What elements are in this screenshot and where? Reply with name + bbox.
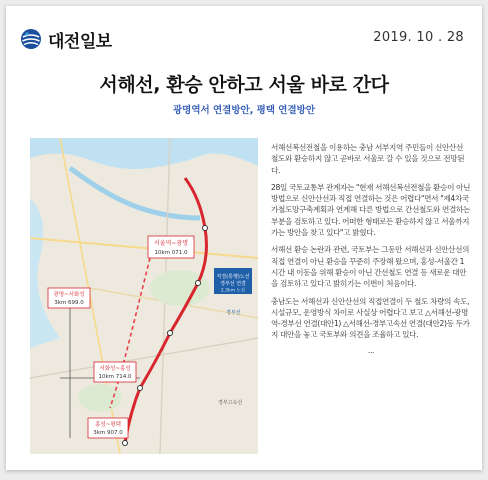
brand-name[interactable]: 대전일보 — [48, 31, 112, 52]
article-body — [271, 142, 471, 356]
article-paragraph: 28일 국토교통부 관계자는 "현재 서해선복선전철을 환승이 아닌 방법으로 신안산선과 직접 연결하는 것은 어렵다"면서 "제4차국가철도망구축계획과 연계해 다른 방법으로 간선철도와 연결하는 부분을 검토하고 있다. 어떠한 형태로든 환승하지 않고 서울까지 가는 방안을 찾고 있다"고 밝혔다. — [271, 182, 471, 238]
station-marker — [196, 281, 201, 286]
svg-text:3km 699.0: 3km 699.0 — [54, 300, 84, 306]
article-paragraph: 충남도는 서해선과 신안산선의 직접연결이 두 철도 차량의 속도, 시설규모, 운영방식 차이로 사실상 어렵다고 보고 △서해선-광명역-경부선 연결(대안1) △서해선-경부고속선 연결(대안2)등 두가지 대안을 놓고 국토부와 의견을 조율하고 있다. — [271, 296, 470, 340]
station-marker — [138, 386, 143, 391]
page-subtitle: 광명역서 연결방안, 평택 연결방안 — [172, 105, 315, 116]
svg-text:서화성~홍성: 서화성~홍성 — [99, 366, 131, 372]
label-pyeongtaek — [88, 418, 128, 438]
legend-left: 경부고속선 — [218, 400, 243, 406]
station-marker — [123, 441, 128, 446]
label-connection-box — [214, 268, 252, 294]
svg-text:3km 907.0: 3km 907.0 — [93, 430, 123, 436]
station-marker — [203, 226, 208, 231]
article-paragraph: 서해선 환승 논란과 관련, 국토부는 그동안 서해선과 신안산선의 직접 연결이 아닌 환승을 꾸준히 주장해 왔으며, 홍성-서울간 1시간 내 이동을 위해 환승이 아닌 간선철도 연결 등 새로운 대안을 검토하고 있다고 밝히기는 이번이 처음이다. — [271, 245, 470, 289]
masthead — [20, 24, 112, 54]
globe-icon — [20, 28, 42, 50]
svg-text:경부선 연결: 경부선 연결 — [220, 281, 246, 287]
publish-date: 2019. 10 . 28 — [373, 30, 464, 45]
svg-text:광명~서화성: 광명~서화성 — [53, 292, 85, 298]
page-title: 서해선, 환승 안하고 서울 바로 간다 — [99, 74, 389, 96]
label-songsan — [94, 362, 136, 382]
svg-text:10km 714.0: 10km 714.0 — [98, 374, 132, 380]
article-card — [6, 6, 482, 470]
svg-text:직결(통행)노선: 직결(통행)노선 — [216, 274, 250, 280]
article-paragraph: 서해선복선전철을 이용하는 충남 서부지역 주민들이 신안산선 철도와 환승하지 않고 곧바로 서울로 갈 수 있을 것으로 전망된다. — [271, 143, 465, 175]
svg-text:홍성~평택: 홍성~평택 — [95, 422, 121, 428]
svg-text:서울역~광명: 서울역~광명 — [153, 240, 189, 247]
svg-text:10km 071.0: 10km 071.0 — [154, 250, 188, 256]
station-marker — [168, 331, 173, 336]
svg-text:2.3km 노선: 2.3km 노선 — [220, 288, 246, 294]
map-park — [78, 384, 122, 412]
route-map-image — [30, 138, 258, 454]
more-ellipsis: ... — [367, 345, 375, 355]
legend-right: 경부선 — [226, 310, 241, 316]
label-gangseo — [48, 288, 90, 308]
label-seoul — [148, 236, 194, 258]
